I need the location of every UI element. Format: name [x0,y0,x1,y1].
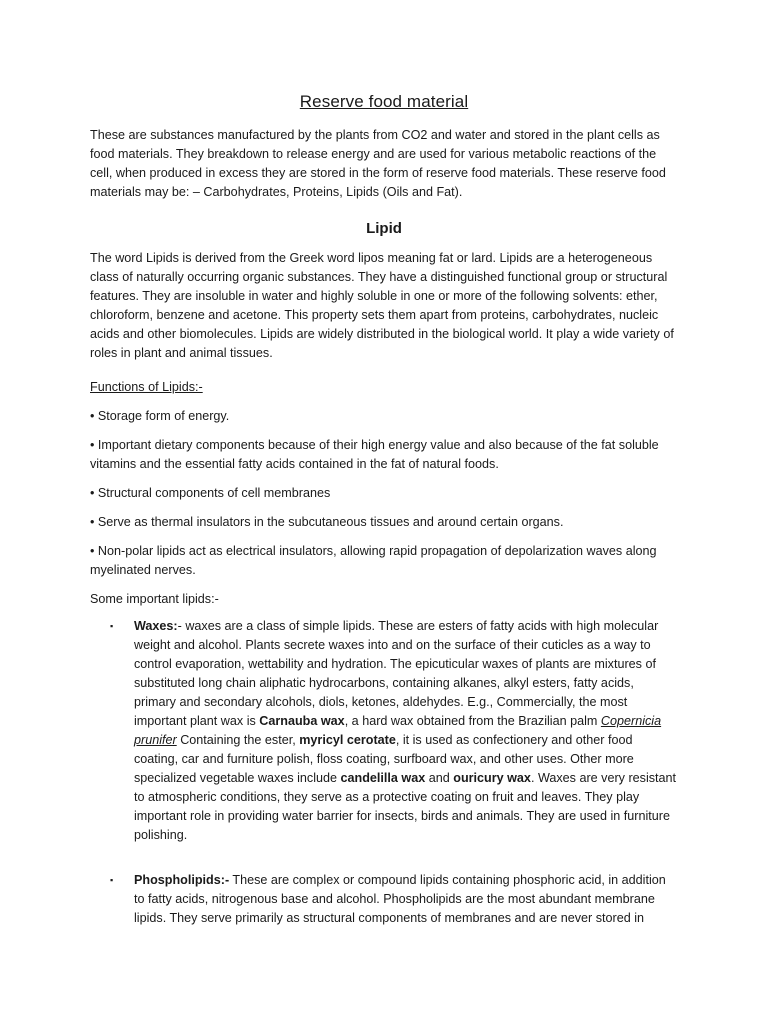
intro-paragraph: These are substances manufactured by the plants from CO2 and water and stored in the plant cells as food materials. They breakdown to release energy and are used for various metabolic reactions of the cell, when produced in excess they are stored in the form of reserve food materials. These reserve food materials may be: – Carbohydrates, Proteins, Lipids (Oils and Fat). [90,128,666,199]
function-item: • Serve as thermal insulators in the subcutaneous tissues and around certain organs. [90,515,564,529]
list-item-phospholipids [110,871,678,928]
species-name: Copernicia prunifer [134,714,662,747]
function-item: • Non-polar lipids act as electrical insulators, allowing rapid propagation of depolarization waves along myelinated nerves. [90,544,657,577]
important-lipids-list [90,617,678,928]
square-bullet-icon: ▪ [110,621,114,631]
function-item: • Structural components of cell membranes [90,486,331,500]
lipid-heading: Lipid [366,220,402,237]
function-item: • Storage form of energy. [90,409,230,423]
lipid-paragraph: The word Lipids is derived from the Greek word lipos meaning fat or lard. Lipids are a heterogeneous class of naturally occurring organic substances. They have a distinguished functional group or structural features. They are insoluble in water and highly soluble in one or more of the following solvents: ether, chloroform, benzene and acetone. This property sets them apart from proteins, carbohydrates, nucleic acids and other biomolecules. Lipids are widely distributed in the biological world. It play a wide variety of roles in plant and animal tissues. [90,251,674,360]
list-item-waxes: ▪ Waxes:- waxes are a class of simple lipids. These are esters of fatty acids with high molecular weight and alcohol. Plants secrete waxes into and on the surface of their cuticles as a way to control evaporation, wettability and hydration. The epicuticular waxes of plants are mixtures of substituted long chain aliphatic hydrocarbons, containing alkanes, alkyl esters, fatty acids, primary and secondary alcohols, diols, ketones, aldehydes. E.g., Commercially, the most important plant wax is Carnauba wax, a hard wax obtained from the Brazilian palm Copernicia prunifer Containing the ester, myricyl cerotate, it is used as confectionery and other food coating, car and furniture polish, floss coating, surfboard wax, and other uses. Other more specialized vegetable waxes include candelilla wax and ouricury wax. Waxes are very resistant to atmospheric conditions, they serve as a protective coating on fruit and leaves. They play important role in providing water barrier for insects, birds and animals. They are used in furniture polishing. [110,619,677,842]
square-bullet-icon: ▪ [110,875,114,885]
page-title: Reserve food material [299,92,469,111]
phospholipids-term: Phospholipids:- [134,873,230,887]
waxes-term: Waxes: [134,619,178,633]
ouricury-term: ouricury wax [453,771,531,785]
function-item: • Important dietary components because of their high energy value and also because of the fat soluble vitamins and the essential fatty acids contained in the fat of natural foods. [90,438,659,471]
functions-heading: Functions of Lipids:- [90,380,203,394]
waxes-text: - waxes are a class of simple lipids. These are esters of fatty acids with high molecular weight and alcohol. Plants secrete waxes into and on the surface of their cuticles as a way to control evaporation, wettability and hydration. The epicuticular waxes of plants are mixtures of substituted long chain aliphatic hydrocarbons, containing alkanes, alkyl esters, fatty acids, primary and secondary alcohols, diols, ketones, aldehydes. E.g., Commercially, the most important plant wax is [134,619,659,728]
carnauba-term: Carnauba wax [259,714,345,728]
important-lipids-intro: Some important lipids:- [90,592,219,606]
candelilla-term: candelilla wax [340,771,426,785]
ester-term: myricyl cerotate [299,733,396,747]
phospholipids-text: These are complex or compound lipids containing phosphoric acid, in addition to fatty acids, nitrogenous base and alcohol. Phospholipids are the most abundant membrane lipids. They serve primarily as structural components of membranes and are never stored in [134,873,666,925]
